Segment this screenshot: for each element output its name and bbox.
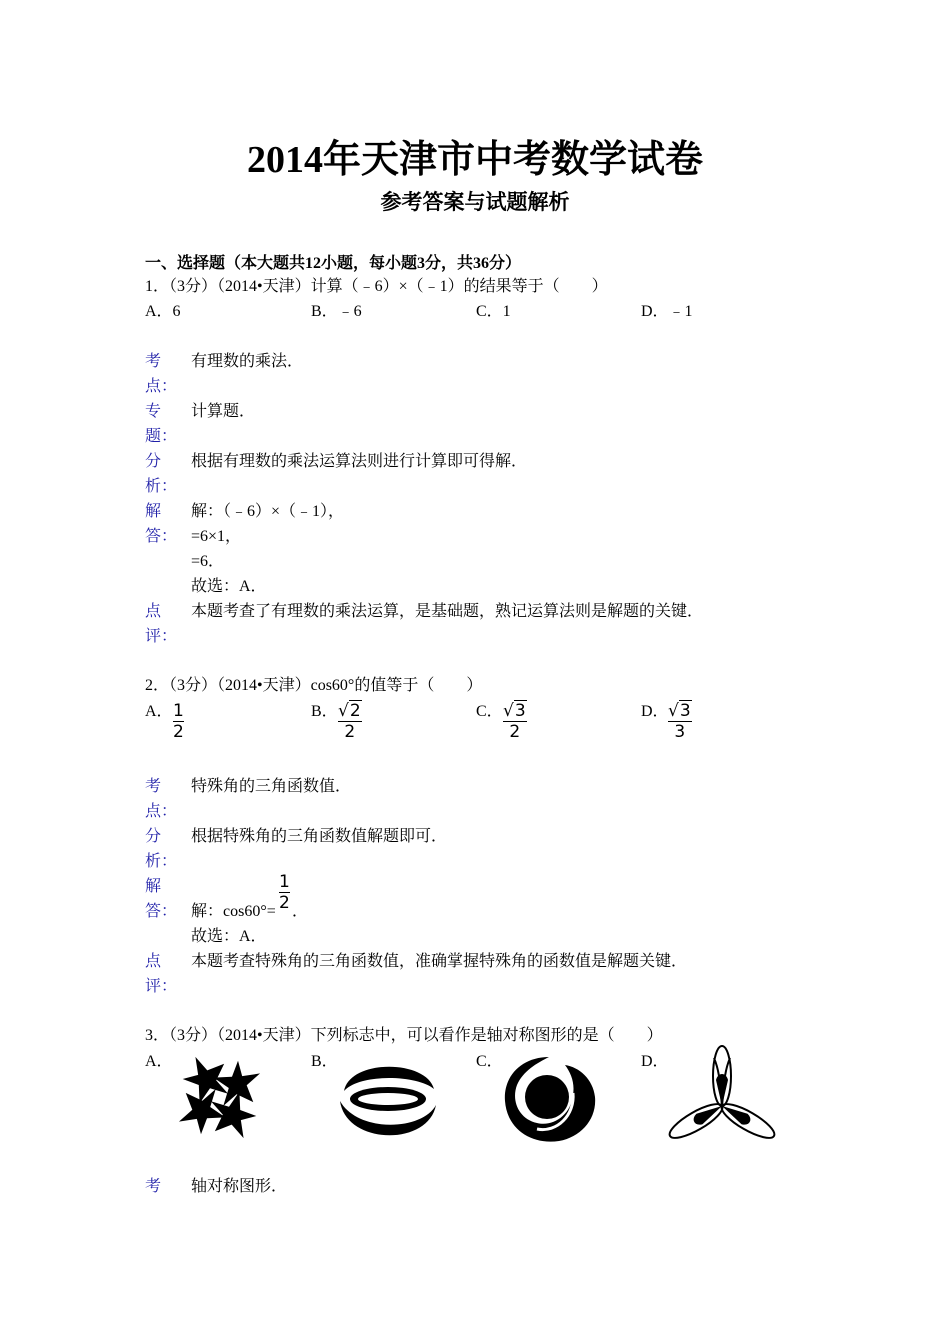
- q3-option-b: B．: [311, 1053, 338, 1070]
- section-heading: 一、选择题（本大题共12小题，每小题3分，共36分）: [145, 255, 522, 272]
- q2-jieda-choice: 故选：A．: [191, 928, 267, 945]
- q2-jieda-prefix: 解：cos60°=: [191, 903, 276, 920]
- radical-sign-icon: √: [338, 701, 349, 721]
- q2-option-b-letter: B．: [311, 703, 338, 720]
- three-leaf-logo-icon: [666, 1046, 778, 1148]
- q1-zhuanti: 计算题．: [191, 403, 256, 420]
- fraction-numerator: 1: [173, 701, 184, 721]
- q1-label-zhuanti: 专题：: [145, 403, 178, 445]
- q3-kaodian: 轴对称图形．: [191, 1178, 288, 1195]
- sqrt-expression: [338, 701, 362, 721]
- q1-option-a: A．6: [145, 303, 181, 320]
- q2-label-dianping: 点评：: [145, 953, 178, 995]
- radical-sign-icon: √: [503, 701, 514, 721]
- q2-jieda-fraction: [279, 872, 290, 913]
- fraction-denominator: 2: [509, 722, 521, 742]
- q2-stem: 2．（3分）（2014•天津）cos60°的值等于（ ）: [145, 677, 483, 694]
- q3-option-c: C．: [476, 1053, 503, 1070]
- q1-option-b: B．﹣6: [311, 303, 362, 320]
- q2-label-jieda: 解答：: [145, 878, 178, 920]
- q1-fenxi: 根据有理数的乘法运算法则进行计算即可得解．: [191, 453, 528, 470]
- q2-option-b-fraction: [338, 701, 362, 742]
- q1-label-fenxi: 分析：: [145, 453, 178, 495]
- q2-option-a-letter: A．: [145, 703, 173, 720]
- fraction-denominator: 2: [279, 893, 290, 913]
- q3-label-kaodian: 考: [145, 1178, 162, 1195]
- q1-label-jieda: 解答：: [145, 503, 178, 545]
- sqrt-expression: [503, 701, 527, 721]
- radical-sign-icon: √: [668, 701, 679, 721]
- radicand: 2: [349, 701, 361, 721]
- page-subtitle: 参考答案与试题解析: [380, 190, 570, 214]
- lens-arcs-logo-icon: [336, 1053, 440, 1141]
- q1-kaodian: 有理数的乘法．: [191, 353, 304, 370]
- q3-option-d: D．: [641, 1053, 669, 1070]
- page-title: 2014年天津市中考数学试卷: [246, 139, 703, 181]
- q1-label-kaodian: 考点：: [145, 353, 178, 395]
- fraction-numerator: 1: [279, 872, 290, 892]
- q2-option-d-letter: D．: [641, 703, 669, 720]
- q1-label-dianping: 点评：: [145, 603, 178, 645]
- fraction-denominator: 2: [173, 722, 184, 742]
- q2-dianping: 本题考查特殊角的三角函数值，准确掌握特殊角的函数值是解题关键．: [191, 953, 688, 970]
- q2-label-kaodian: 考点：: [145, 778, 178, 820]
- q2-kaodian: 特殊角的三角函数值．: [191, 778, 352, 795]
- q2-option-c-letter: C．: [476, 703, 503, 720]
- q2-option-a-fraction: [173, 701, 184, 742]
- q1-option-d: D．﹣1: [641, 303, 693, 320]
- q2-option-d-fraction: [668, 701, 692, 742]
- q1-stem: 1．（3分）（2014•天津）计算（﹣6）×（﹣1）的结果等于（ ）: [145, 278, 608, 295]
- spiral-ring-logo-icon: [501, 1053, 599, 1145]
- pinwheel-stars-logo-icon: [172, 1050, 267, 1145]
- radicand: 3: [514, 701, 526, 721]
- fraction-denominator: 2: [344, 722, 356, 742]
- q3-stem: 3．（3分）（2014•天津）下列标志中，可以看作是轴对称图形的是（ ）: [145, 1027, 663, 1044]
- q1-jieda-line-1: 解：（﹣6）×（﹣1），: [191, 503, 345, 520]
- radicand: 3: [679, 701, 691, 721]
- q2-option-c-fraction: [503, 701, 527, 742]
- q1-dianping: 本题考查了有理数的乘法运算，是基础题，熟记运算法则是解题的关键．: [191, 603, 704, 620]
- q2-jieda-suffix: ．: [292, 903, 309, 920]
- q2-label-fenxi: 分析：: [145, 828, 178, 870]
- q1-jieda-line-4: 故选：A．: [191, 578, 267, 595]
- sqrt-expression: [668, 701, 692, 721]
- q1-option-c: C．1: [476, 303, 511, 320]
- fraction-denominator: 3: [674, 722, 686, 742]
- q1-jieda-line-2: =6×1，: [191, 528, 242, 545]
- q1-jieda-line-3: =6．: [191, 553, 225, 570]
- q2-fenxi: 根据特殊角的三角函数值解题即可．: [191, 828, 448, 845]
- q3-option-a: A．: [145, 1053, 173, 1070]
